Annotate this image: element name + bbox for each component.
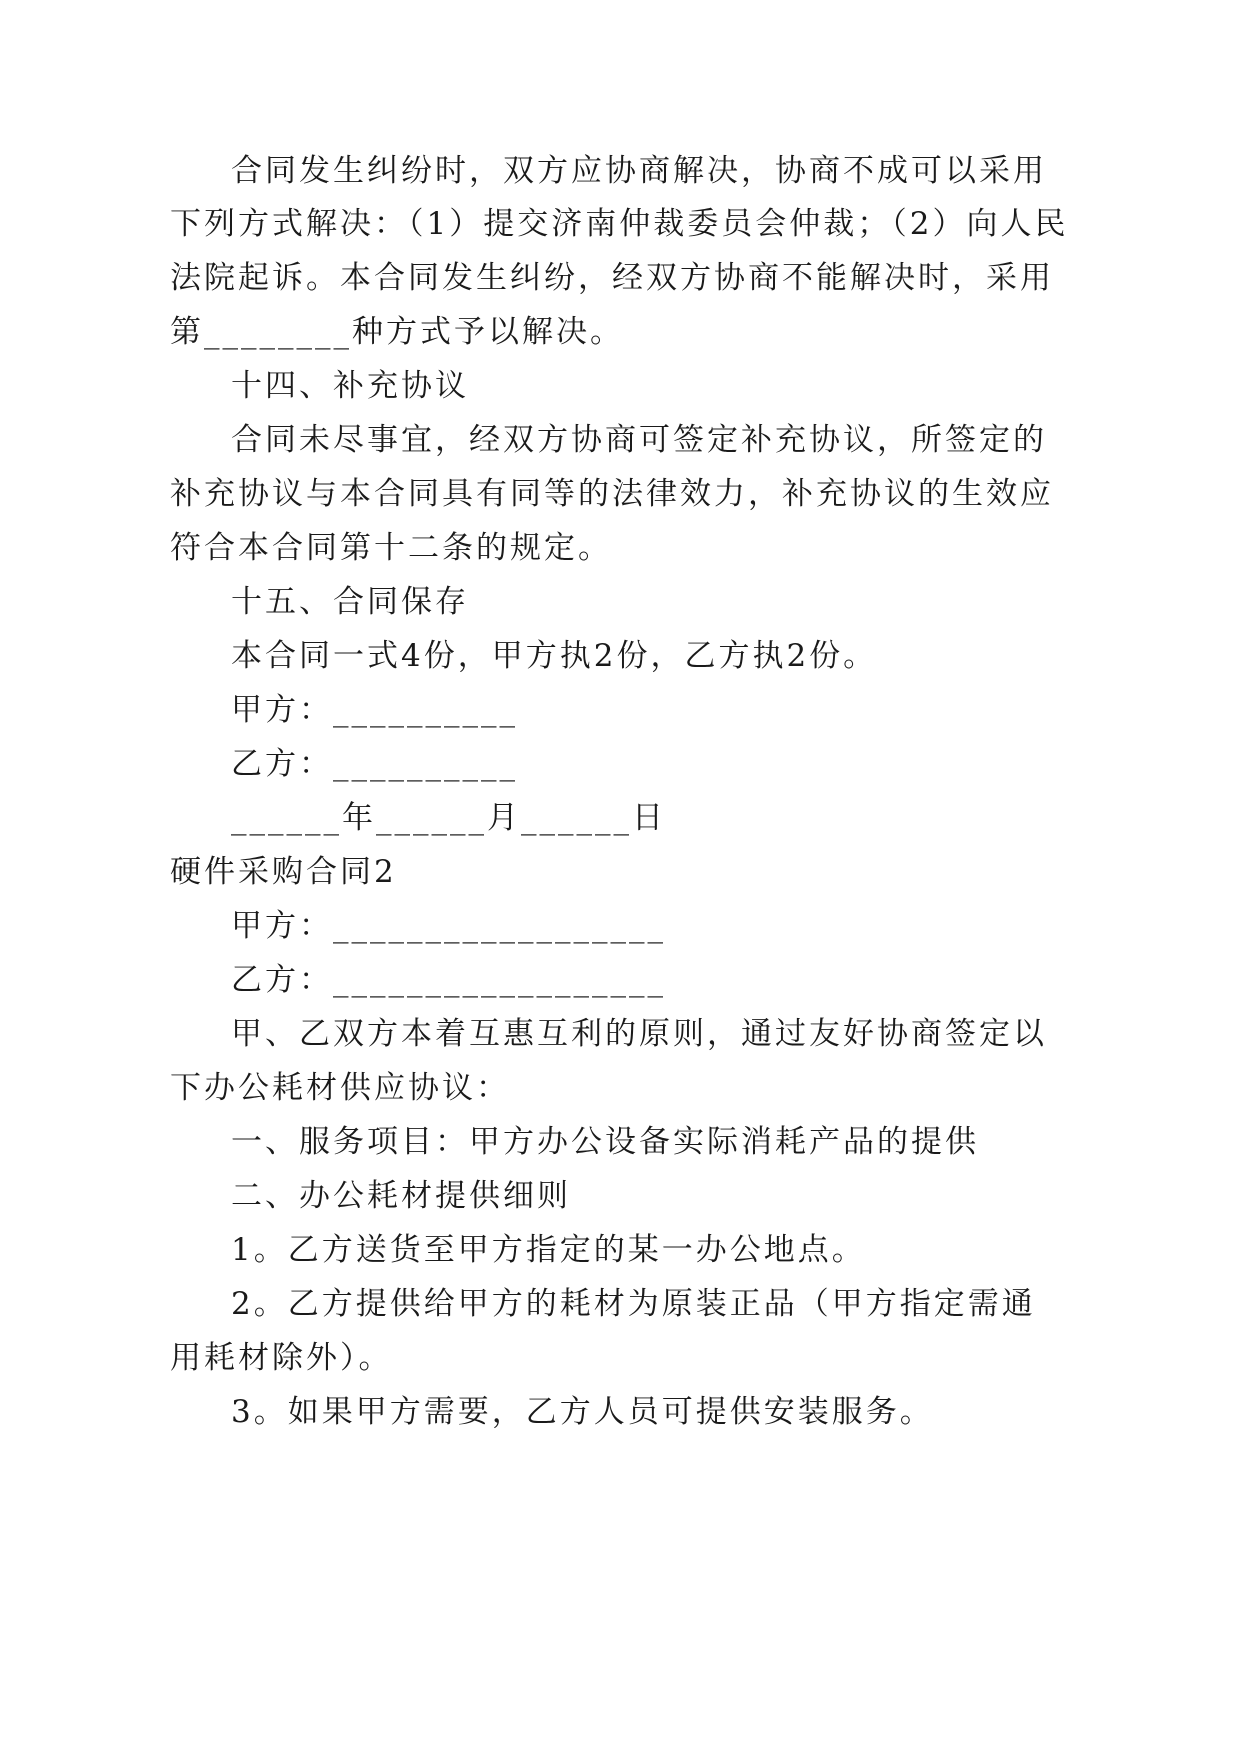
list-item-continuation: 用耗材除外）。: [170, 1340, 393, 1376]
paragraph-line: 甲、乙双方本着互惠互利的原则，通过友好协商签定以: [231, 1016, 1047, 1052]
list-item: 2。乙方提供给甲方的耗材为原装正品（甲方指定需通: [231, 1286, 1036, 1322]
list-item: 1。乙方送货至甲方指定的某一办公地点。: [231, 1232, 866, 1268]
paragraph-line: 合同发生纠纷时，双方应协商解决，协商不成可以采用: [231, 153, 1047, 189]
paragraph-line: 法院起诉。本合同发生纠纷，经双方协商不能解决时，采用: [170, 260, 1054, 296]
section-heading: 十五、合同保存: [231, 584, 469, 620]
section-heading: 一、服务项目：甲方办公设备实际消耗产品的提供: [231, 1124, 979, 1160]
section-heading: 二、办公耗材提供细则: [231, 1178, 571, 1214]
paragraph-line: 合同未尽事宜，经双方协商可签定补充协议，所签定的: [231, 422, 1047, 458]
date-line: ______年______月______日: [231, 800, 666, 836]
paragraph-line: 下办公耗材供应协议：: [170, 1070, 510, 1106]
paragraph-line: 下列方式解决：（1）提交济南仲裁委员会仲裁；（2）向人民: [170, 206, 1069, 242]
paragraph-line: 符合本合同第十二条的规定。: [170, 530, 612, 566]
paragraph-line: 第________种方式予以解决。: [170, 314, 624, 350]
party-b-signature-line: 乙方：__________: [231, 746, 518, 782]
party-a-line: 甲方：__________________: [231, 908, 666, 944]
section-heading: 十四、补充协议: [231, 368, 469, 404]
party-a-signature-line: 甲方：__________: [231, 692, 518, 728]
list-item: 3。如果甲方需要，乙方人员可提供安装服务。: [231, 1394, 934, 1430]
paragraph-line: 本合同一式4份，甲方执2份，乙方执2份。: [231, 638, 878, 674]
paragraph-line: 补充协议与本合同具有同等的法律效力，补充协议的生效应: [170, 476, 1054, 512]
party-b-line: 乙方：__________________: [231, 962, 666, 998]
contract-title: 硬件采购合同2: [170, 854, 397, 890]
